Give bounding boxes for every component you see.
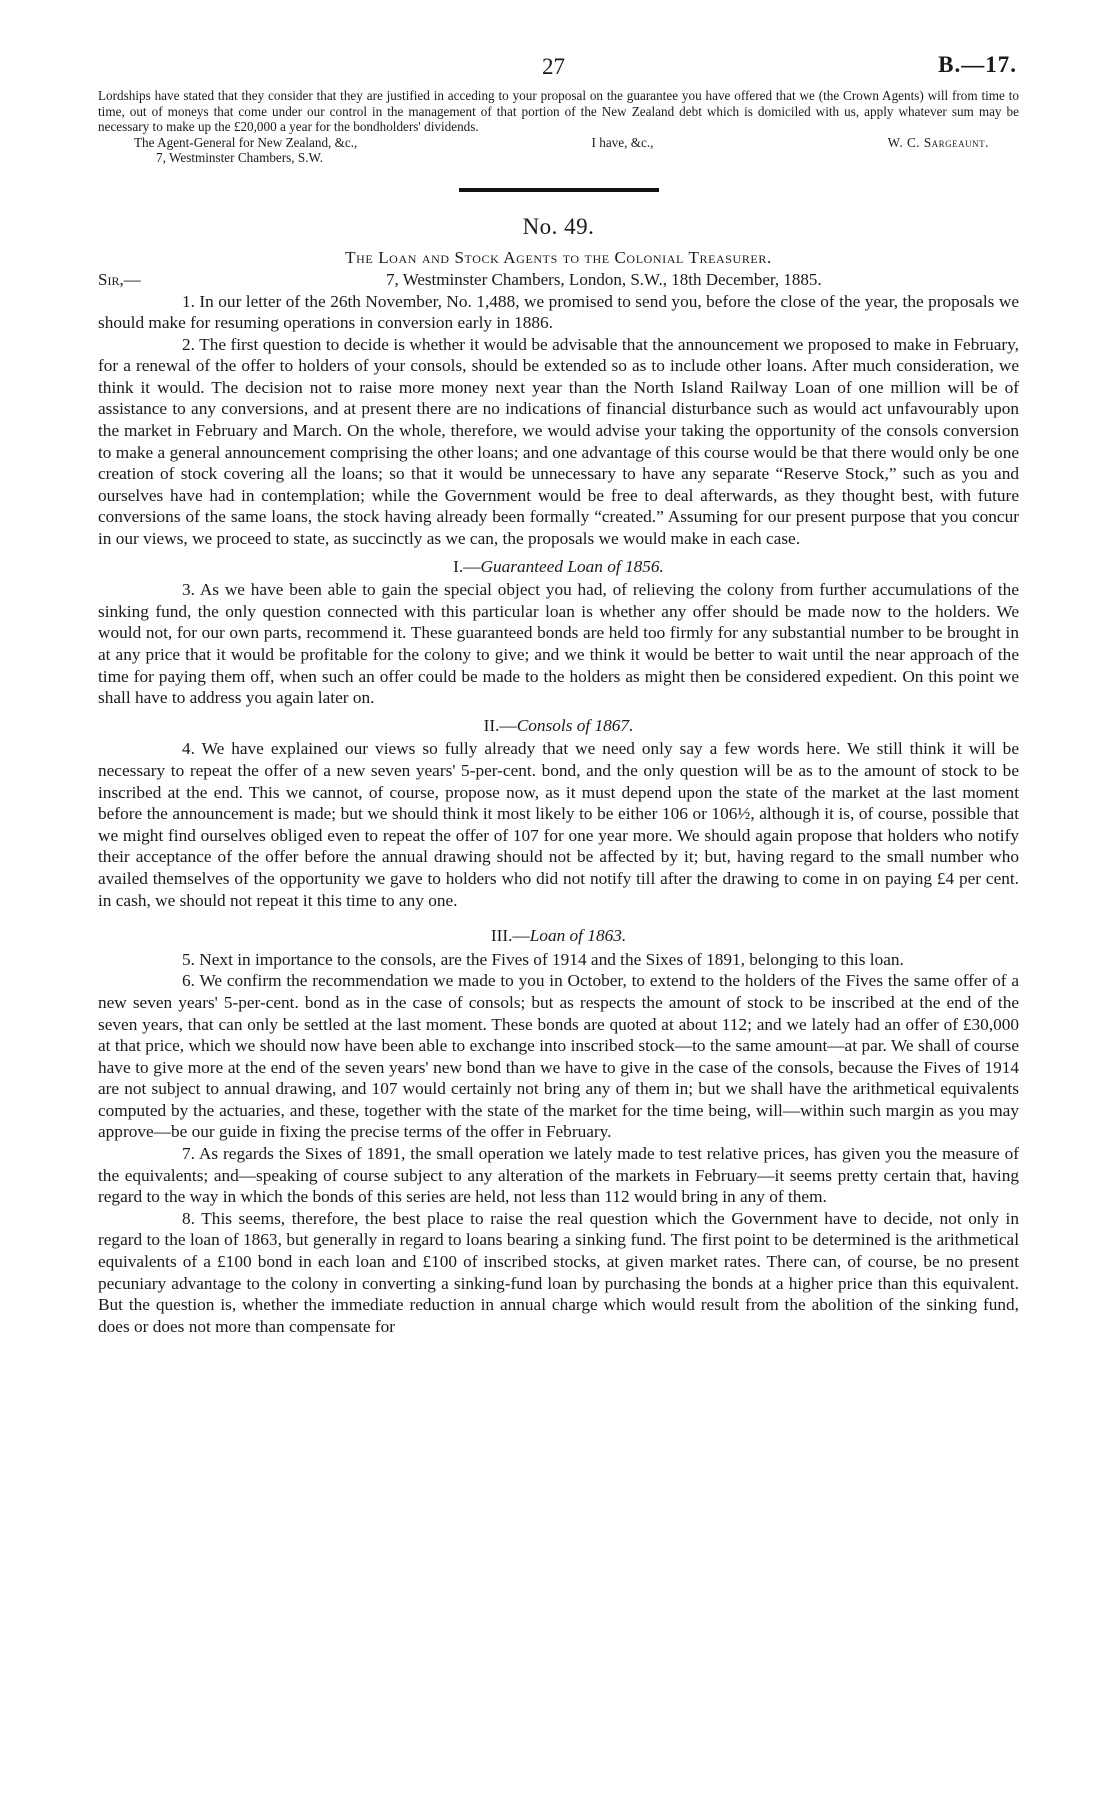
paragraph-6: 6. We confirm the recommendation we made to you in October, to extend to the holders of the Fives the same offer of a new seven years' 5-per-cent. bond as in the case of consols; but as respects the amount of stock to be inscribed at the end of the seven years, that can only be settled at the last moment. These bonds are quoted at about 112; and we lately had an offer of £30,000 at that price, which we should now have been able to exchange into inscribed stock—to the same amount—at par. We shall of course have to give more at the end of the seven years' new bond than we have to give in the case of the consols, because the Fives of 1914 are not subject to annual drawing, and 107 would certainly not bring any of them in; but we shall have the arithmetical equivalents computed by the actuaries, and these, together with the state of the market for the time being, will—within such margin as you may approve—be our guide in fixing the precise terms of the offer in February. <box>98 971 1019 1142</box>
paragraph-2: 2. The first question to decide is whether it would be advisable that the announcement we proposed to make in February, for a renewal of the offer to holders of your consols, should be extended so as to include other loans. After much consideration, we think it would. The decision not to raise more money next year than the North Island Railway Loan of one million will be of assistance to any conversions, and at present there are no indications of financial disturbance such as would act unfavourably upon the market in February and March. On the whole, therefore, we would advise your taking the opportunity of the consols conversion to make a general announcement comprising the other loans; and one advantage of this course would be that there would only be one creation of stock covering all the loans; so that it would be unnecessary to have any separate “Reserve Stock,” such as you and ourselves have had in contemplation; while the Government would be free to deal afterwards, as they thought best, with future conversions of the same loans, the stock having already been formally “created.” Assuming for our present purpose that you concur in our views, we proceed to state, as succinctly as we can, the proposals we would make in each case. <box>98 334 1019 549</box>
letter-number: No. 49. <box>522 213 595 239</box>
page-header <box>98 48 1019 88</box>
previous-letter-ending <box>98 88 1019 166</box>
address-date: 7, Westminster Chambers, London, S.W., 18th December, 1885. <box>386 269 822 289</box>
paragraph-5: 5. Next in importance to the consols, are the Fives of 1914 and the Sixes of 1891, belonging to this loan. <box>182 949 904 969</box>
salutation: Sir,— <box>98 269 141 289</box>
paragraph-4: 4. We have explained our views so fully already that we need only say a few words here. We still think it will be necessary to repeat the offer of a new seven years' 5-per-cent. bond, and the only question will be as to the amount of stock to be inscribed at the end. This we cannot, of course, propose now, as it must depend upon the state of the market at the last moment before the announcement is made; but we should think it most likely to be either 106 or 106½, although it is, of course, possible that we might find ourselves obliged even to repeat the offer of 107 for one year more. We should again propose that holders who notify their acceptance of the offer before the annual drawing should not be affected by it; but, having regard to the small number who availed themselves of the opportunity we gave to holders who did not notify till after the drawing to come in on paying £4 per cent. in cash, we should not repeat it this time to any one. <box>98 739 1019 910</box>
paragraph-8: 8. This seems, therefore, the best place to raise the real question which the Government have to decide, not only in regard to the loan of 1863, but generally in regard to loans bearing a sinking fund. The first point to be determined is the arithmetical equivalents of a £100 bond in each loan and £100 of inscribed stocks, at given market rates. There can, of course, be no present pecuniary advantage to the colony in converting a sinking-fund loan by purchasing the bonds at a higher price than this equivalent. But the question is, whether the immediate reduction in annual charge which would result from the abolition of the sinking fund, does or does not more than compensate for <box>98 1208 1019 1336</box>
section-heading-3 <box>98 925 1019 947</box>
closing: I have, &c., <box>591 134 654 150</box>
letter-body <box>98 291 1019 1338</box>
section-name: Loan of 1863. <box>529 926 627 946</box>
section-heading-2 <box>98 715 1019 737</box>
addressee-line-2: 7, Westminster Chambers, S.W. <box>156 150 324 165</box>
document-page <box>98 48 1019 1337</box>
section-numeral: III.— <box>490 926 530 946</box>
signature: W. C. Sargeaunt. <box>887 134 989 150</box>
section-numeral: II.— <box>483 715 517 735</box>
document-reference: B.—17. <box>938 52 1017 77</box>
previous-letter-body: Lordships have stated that they consider that they are justified in acceding to your proposal on the guarantee you have offered that we (the Crown Agents) will from time to time, out of moneys that come under our control in the management of that portion of the New Zealand debt which is domiciled with us, apply whatever sum may be necessary to make up the £20,000 a year for the bondholders' dividends. <box>98 88 1019 134</box>
page-number: 27 <box>542 54 565 79</box>
section-name: Guaranteed Loan of 1856. <box>480 556 664 576</box>
section-numeral: I.— <box>453 556 481 576</box>
section-divider <box>459 188 659 192</box>
closing-line <box>98 135 1019 151</box>
section-name: Consols of 1867. <box>516 715 634 735</box>
paragraph-3: 3. As we have been able to gain the special object you had, of relieving the colony from further accumulations of the sinking fund, the only question connected with this particular loan is whether any offer should be made now to the holders. We would not, for our own parts, recommend it. These guaranteed bonds are held too firmly for any substantial number to be brought in at any price that it would be profitable for the colony to give; and we think it would be better to wait until the near approach of the time for paying them off, when such an offer could be made to the holders as might then be considered expedient. On this point we shall have to address you again later on. <box>98 580 1019 708</box>
paragraph-1: 1. In our letter of the 26th November, No. 1,488, we promised to send you, before the close of the year, the proposals we should make for resuming operations in conversion early in 1886. <box>98 291 1019 333</box>
salutation-line <box>98 270 1019 291</box>
section-heading-1 <box>98 556 1019 578</box>
addressee-line-1: The Agent-General for New Zealand, &c., <box>134 134 358 150</box>
paragraph-7: 7. As regards the Sixes of 1891, the small operation we lately made to test relative prices, has given you the measure of the equivalents; and—speaking of course subject to any alteration of the markets in February—it seems pretty certain that, having regard to the way in which the bonds of this series are held, not less than 112 would bring in any of them. <box>98 1144 1019 1207</box>
letter-title: The Loan and Stock Agents to the Colonial Treasurer. <box>345 247 772 267</box>
